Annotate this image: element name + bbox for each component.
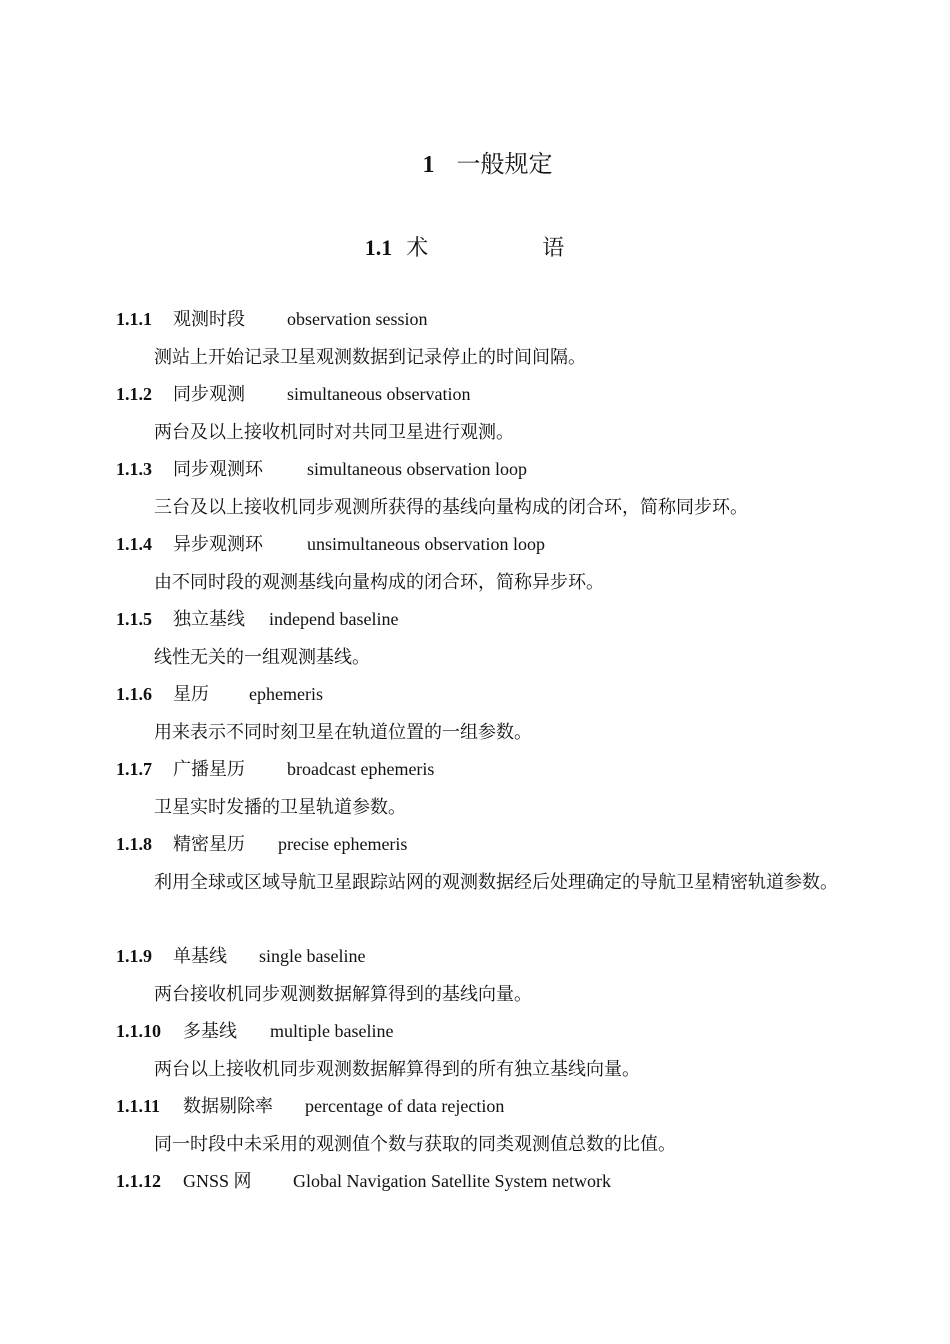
term-heading — [116, 302, 866, 339]
term-chinese: 数据剔除率 — [183, 1096, 273, 1116]
term-chinese: 同步观测环 — [173, 459, 263, 479]
term-chinese: 同步观测 — [173, 384, 245, 404]
term-definition: 利用全球或区域导航卫星跟踪站网的观测数据经后处理确定的导航卫星精密轨道参数。 — [154, 872, 838, 892]
term-number: 1.1.6 — [116, 684, 152, 704]
term-number: 1.1.9 — [116, 946, 152, 966]
term-english: percentage of data rejection — [305, 1096, 505, 1116]
term-number: 1.1.11 — [116, 1096, 161, 1116]
term-english: independ baseline — [269, 609, 399, 629]
term-definition: 两台以上接收机同步观测数据解算得到的所有独立基线向量。 — [154, 1059, 640, 1079]
term-number: 1.1.10 — [116, 1021, 161, 1041]
term-definition: 同一时段中未采用的观测值个数与获取的同类观测值总数的比值。 — [154, 1134, 676, 1154]
term-chinese: 精密星历 — [173, 834, 245, 854]
section-title — [0, 232, 950, 264]
term-number: 1.1.8 — [116, 834, 152, 854]
term-heading — [116, 939, 866, 976]
term-definition: 两台及以上接收机同时对共同卫星进行观测。 — [154, 422, 514, 442]
term-chinese: 多基线 — [183, 1021, 237, 1041]
term-chinese: 广播星历 — [173, 759, 245, 779]
term-heading — [116, 602, 866, 639]
term-english: broadcast ephemeris — [287, 759, 435, 779]
term-chinese: 观测时段 — [173, 309, 245, 329]
term-definition: 两台接收机同步观测数据解算得到的基线向量。 — [154, 984, 532, 1004]
chapter-title-text: 一般规定 — [456, 152, 553, 178]
term-english: observation session — [287, 309, 428, 329]
term-english: unsimultaneous observation loop — [307, 534, 545, 554]
chapter-number: 1 — [422, 152, 435, 178]
term-heading — [116, 377, 866, 414]
term-english: ephemeris — [249, 684, 323, 704]
term-heading — [116, 752, 866, 789]
term-english: simultaneous observation — [287, 384, 471, 404]
term-definition: 卫星实时发播的卫星轨道参数。 — [154, 797, 406, 817]
term-chinese: 独立基线 — [173, 609, 245, 629]
term-chinese: 星历 — [173, 684, 209, 704]
term-definition: 用来表示不同时刻卫星在轨道位置的一组参数。 — [154, 722, 532, 742]
term-definition: 测站上开始记录卫星观测数据到记录停止的时间间隔。 — [154, 347, 586, 367]
term-heading — [116, 527, 866, 564]
term-number: 1.1.7 — [116, 759, 152, 779]
term-number: 1.1.5 — [116, 609, 152, 629]
term-chinese: 单基线 — [173, 946, 227, 966]
term-heading — [116, 452, 866, 489]
term-heading — [116, 1014, 866, 1051]
term-number: 1.1.4 — [116, 534, 152, 554]
term-chinese: GNSS 网 — [183, 1171, 252, 1191]
term-definition: 由不同时段的观测基线向量构成的闭合环，简称异步环。 — [154, 572, 604, 592]
term-number: 1.1.12 — [116, 1171, 161, 1191]
term-number: 1.1.1 — [116, 309, 152, 329]
term-number: 1.1.2 — [116, 384, 152, 404]
blank-line — [116, 902, 866, 939]
term-number: 1.1.3 — [116, 459, 152, 479]
term-english: multiple baseline — [270, 1021, 394, 1041]
chapter-title — [0, 148, 950, 182]
term-chinese: 异步观测环 — [173, 534, 263, 554]
term-english: simultaneous observation loop — [307, 459, 527, 479]
term-heading — [116, 1089, 866, 1126]
term-definition: 线性无关的一组观测基线。 — [154, 647, 370, 667]
term-english: precise ephemeris — [278, 834, 408, 854]
section-title-text: 术 语 — [406, 235, 611, 260]
term-english: Global Navigation Satellite System network — [293, 1171, 611, 1191]
term-english: single baseline — [259, 946, 366, 966]
term-heading — [116, 677, 866, 714]
term-heading — [116, 1164, 866, 1201]
terms-list — [116, 302, 866, 1201]
term-definition: 三台及以上接收机同步观测所获得的基线向量构成的闭合环，简称同步环。 — [154, 497, 748, 517]
section-number: 1.1 — [364, 235, 393, 260]
term-heading — [116, 827, 866, 864]
